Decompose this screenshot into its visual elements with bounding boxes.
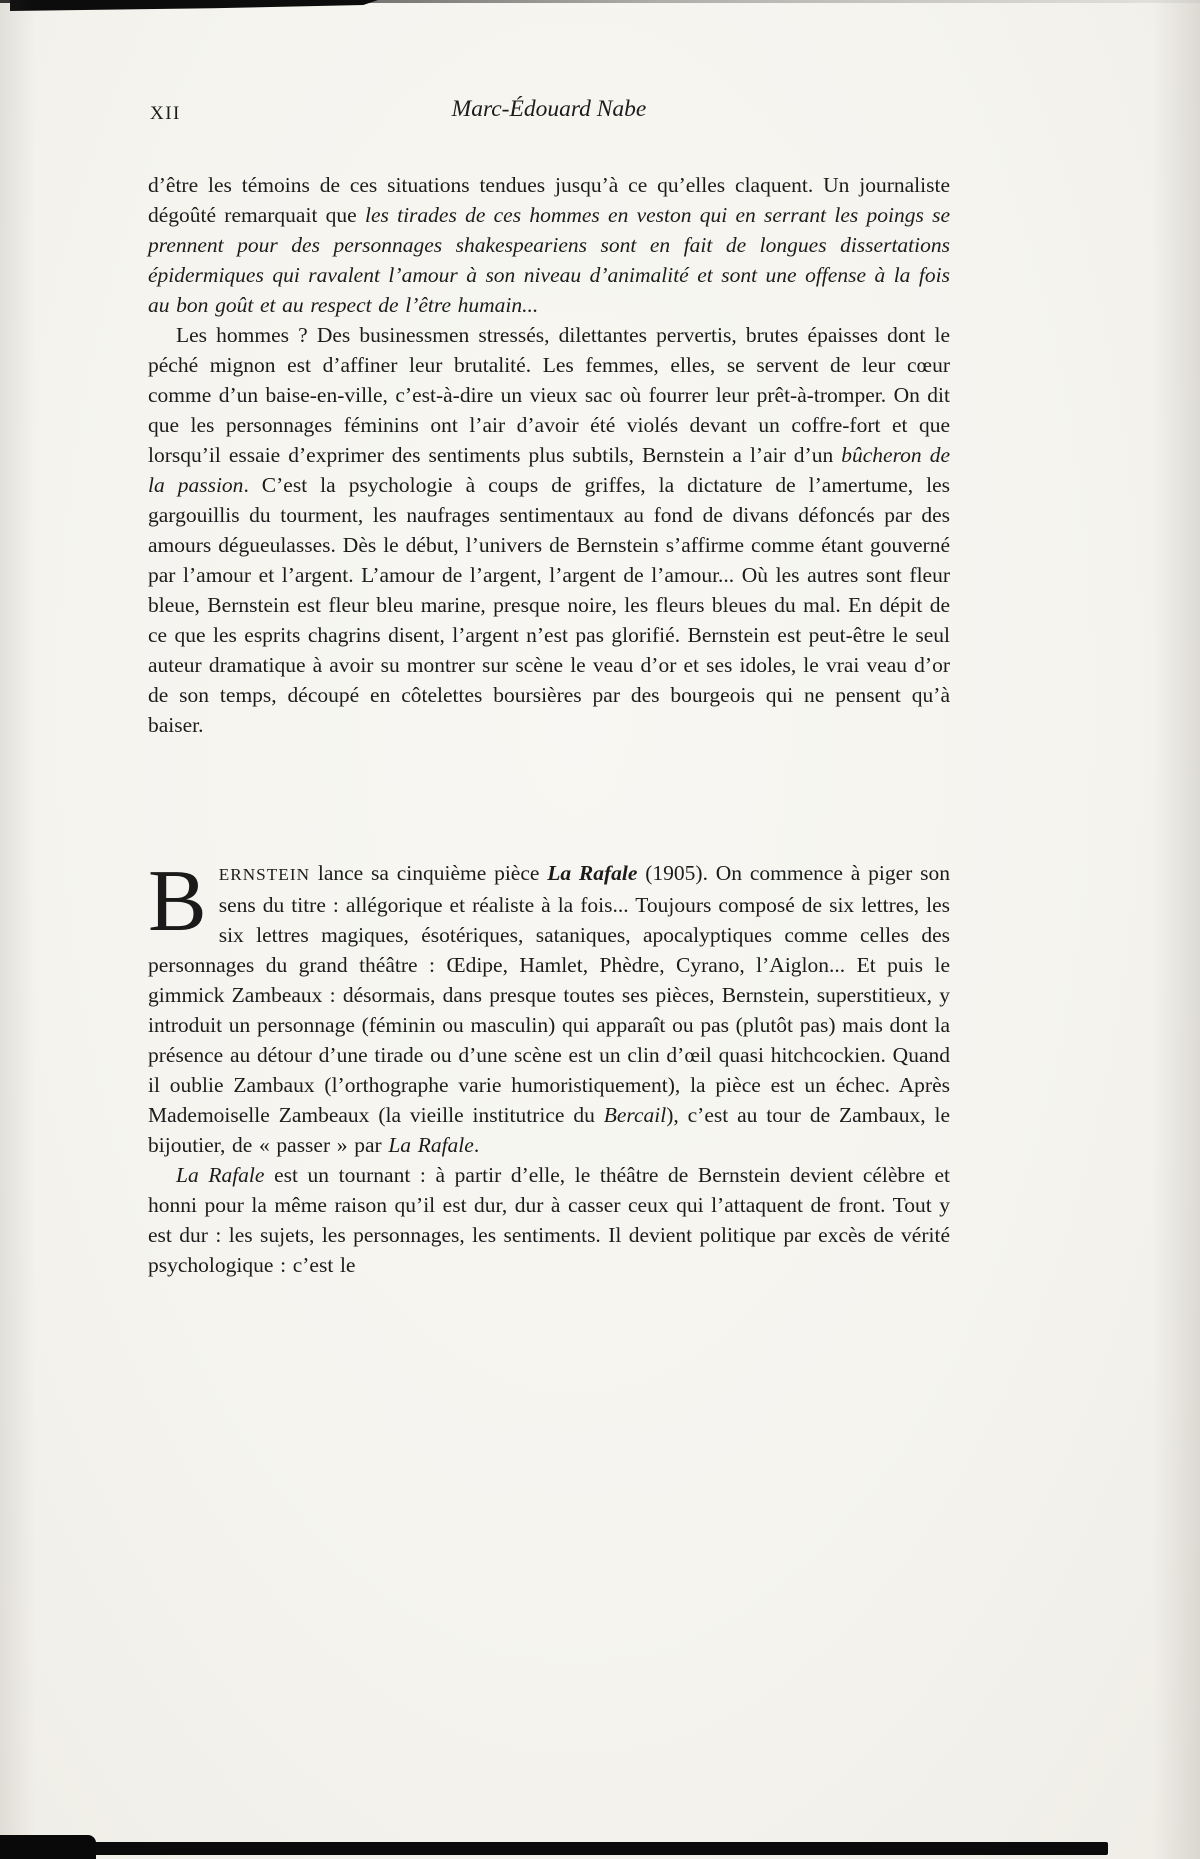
text-run: .: [473, 1133, 480, 1157]
text-run: (1905). On commence à piger son sens du titre : allégorique et réaliste à la fois... Toujours composé de six lettres, les six lettres magiques, ésotériques, sataniques, apocalyptiques comme celles des personnages du grand théâtre : Œdipe, Hamlet, Phèdre, Cyrano, l’Aiglon... Et puis le gimmick Zambeaux : désormais, dans presque toutes ses pièces, Bernstein, superstitieux, y introduit un personnage (féminin ou masculin) qui apparaît ou pas (plutôt pas) mais dont la présence au détour d’une tirade ou d’une scène est un clin d’œil quasi hitchcockien. Quand il oublie Zambaux (l’orthographe varie humoristiquement), la pièce est un échec. Après Mademoiselle Zambeaux (la vieille institutrice du: [148, 861, 950, 1127]
text-run: est un tournant : à partir d’elle, le théâtre de Bernstein devient célèbre et honni pour la même raison qu’il est dur, dur à casser ceux qui l’attaquent de front. Tout y est dur : les sujets, les personnages, les sentiments. Il devient politique par excès de vérité psychologique : c’est le: [148, 1163, 951, 1277]
text-run: Bercail: [603, 1103, 667, 1127]
paragraph-la-rafale-tournant: [148, 1160, 950, 1280]
paragraph-les-hommes: [148, 320, 950, 740]
page-shadow-left: [0, 0, 36, 1859]
page-text-block: [148, 96, 950, 1280]
drop-cap: B: [148, 853, 207, 950]
text-run: lance sa cinquième pièce: [310, 861, 548, 885]
text-run: bûcheron de la passion: [148, 443, 950, 497]
paragraph-continuation: [148, 170, 950, 320]
paragraph-bernstein-la-rafale: [148, 853, 950, 1160]
page-number: XII: [150, 103, 181, 124]
text-run: La Rafale: [388, 1133, 474, 1157]
text-run: les tirades de ces hommes en veston qui en serrant les poings se prennent pour des personnages shakespeariens sont en fait de longues dissertations épidermiques qui ravalent l’amour à son niveau d’animalité et sont une offense à la fois au bon goût et au respect de l’être humain...: [148, 203, 950, 317]
running-title: Marc-Édouard Nabe: [451, 96, 647, 122]
text-run: . C’est la psychologie à coups de griffes, la dictature de l’amertume, les gargouillis du tourment, les naufrages sentimentaux au fond de divans défoncés par des amours dégueulasses. Dès le début, l’univers de Bernstein s’affirme comme étant gouverné par l’amour et l’argent. L’amour de l’argent, l’argent de l’amour... Où les autres sont fleur bleue, Bernstein est fleur bleu marine, presque noire, les fleurs bleues du mal. En dépit de ce que les esprits chagrins disent, l’argent n’est pas glorifié. Bernstein est peut-être le seul auteur dramatique à avoir su montrer sur scène le veau d’or et ses idoles, le vrai veau d’or de son temps, découpé en côtelettes boursières par des bourgeois qui ne pensent qu’à baiser.: [148, 473, 950, 737]
scan-artifact-bottom-blob: [0, 1835, 96, 1859]
text-run: ), c’est au tour de Zambaux, le bijoutier, de « passer » par: [148, 1103, 950, 1157]
text-run: La Rafale: [176, 1163, 265, 1187]
page-body-text: [148, 170, 950, 1280]
page-header: [148, 96, 950, 130]
text-run: d’être les témoins de ces situations tendues jusqu’à ce qu’elles claquent. Un journaliste dégoûté remarquait que: [148, 173, 950, 227]
text-run: ERNSTEIN: [218, 865, 311, 884]
text-run: Les hommes ? Des businessmen stressés, dilettantes pervertis, brutes épaisses dont le péché mignon est d’affiner leur brutalité. Les femmes, elles, se servent de leur cœur comme d’un baise-en-ville, c’est-à-dire un vieux sac où fourrer leur prêt-à-tromper. On dit que les personnages féminins ont l’air d’avoir été violés devant un coffre-fort et que lorsqu’il essaie d’exprimer des sentiments plus subtils, Bernstein a l’air d’un: [148, 323, 950, 467]
text-run: La Rafale: [547, 861, 638, 885]
scan-artifact-top-wedge: [10, 0, 378, 11]
page-shadow-right: [1152, 0, 1200, 1859]
scan-artifact-bottom-strip: [12, 1842, 1108, 1855]
